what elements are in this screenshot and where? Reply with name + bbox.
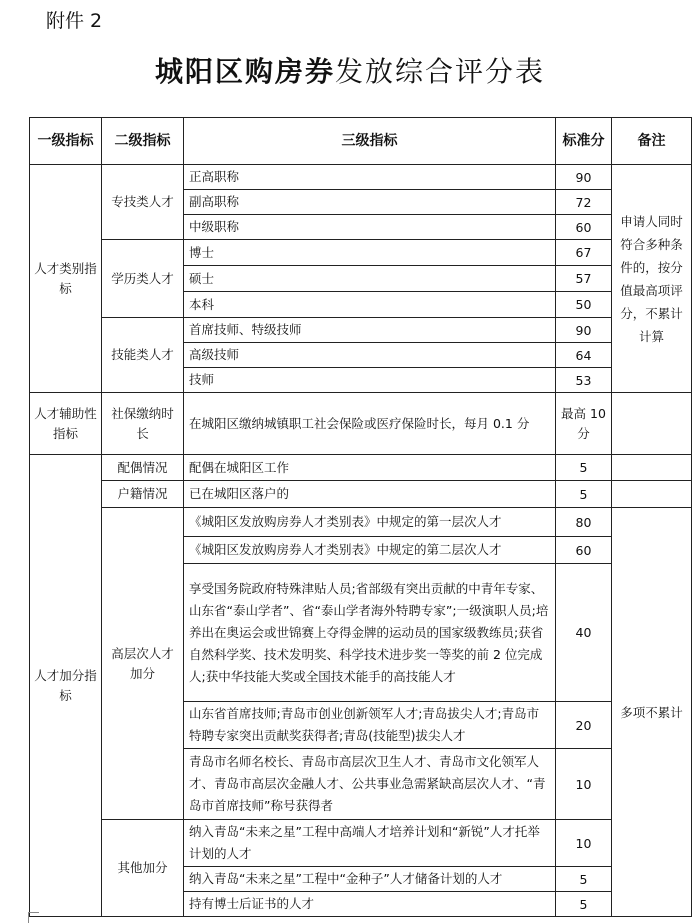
item-cell: 首席技师、特级技师 (184, 318, 556, 343)
item-cell: 持有博士后证书的人才 (184, 892, 556, 917)
item-cell: 纳入青岛“未来之星”工程中高端人才培养计划和“新锐”人才托举计划的人才 (184, 820, 556, 867)
score-cell: 5 (556, 867, 612, 892)
level2-professional: 专技类人才 (102, 165, 184, 240)
level2-education: 学历类人才 (102, 240, 184, 318)
item-cell: 博士 (184, 240, 556, 266)
score-cell: 5 (556, 455, 612, 481)
header-row (30, 118, 692, 165)
table-row (30, 455, 692, 481)
level2-social-insurance: 社保缴纳时长 (102, 393, 184, 455)
table-row (30, 481, 692, 508)
score-cell: 72 (556, 190, 612, 215)
item-cell: 在城阳区缴纳城镇职工社会保险或医疗保险时长，每月 0.1 分 (184, 393, 556, 455)
header-score: 标准分 (556, 118, 612, 165)
score-cell: 80 (556, 508, 612, 537)
level1-talent-type: 人才类别指标 (30, 165, 102, 393)
header-level3: 三级指标 (184, 118, 556, 165)
header-note: 备注 (612, 118, 692, 165)
item-cell: 高级技师 (184, 343, 556, 368)
page-corner-mark (28, 912, 39, 923)
item-cell: 配偶在城阳区工作 (184, 455, 556, 481)
score-cell: 57 (556, 266, 612, 292)
item-cell: 已在城阳区落户的 (184, 481, 556, 508)
header-level1: 一级指标 (30, 118, 102, 165)
score-cell: 90 (556, 318, 612, 343)
item-cell: 纳入青岛“未来之星”工程中“金种子”人才储备计划的人才 (184, 867, 556, 892)
score-cell: 10 (556, 820, 612, 867)
table-row (30, 508, 692, 537)
item-cell: 《城阳区发放购房券人才类别表》中规定的第一层次人才 (184, 508, 556, 537)
item-cell: 硕士 (184, 266, 556, 292)
page-title (0, 50, 700, 90)
item-cell: 《城阳区发放购房券人才类别表》中规定的第二层次人才 (184, 537, 556, 564)
note-talent-type: 申请人同时符合多种条件的，按分值最高项评分，不累计计算 (612, 165, 692, 393)
title-rest-part: 发放综合评分表 (335, 55, 546, 88)
item-cell: 青岛市名师名校长、青岛市高层次卫生人才、青岛市文化领军人才、青岛市高层次金融人才、公共事业急需紧缺高层次人才、“青岛市首席技师”称号获得者 (184, 749, 556, 820)
level2-spouse: 配偶情况 (102, 455, 184, 481)
title-bold-part: 城阳区购房券 (154, 55, 335, 88)
score-cell: 67 (556, 240, 612, 266)
item-cell: 副高职称 (184, 190, 556, 215)
level1-talent-bonus: 人才加分指标 (30, 455, 102, 917)
note-empty (612, 455, 692, 481)
score-cell: 60 (556, 215, 612, 240)
note-empty (612, 393, 692, 455)
level1-talent-aux: 人才辅助性指标 (30, 393, 102, 455)
score-cell: 20 (556, 702, 612, 749)
item-cell: 本科 (184, 292, 556, 318)
level2-other: 其他加分 (102, 820, 184, 917)
level2-skill: 技能类人才 (102, 318, 184, 393)
attachment-label: 附件 2 (46, 10, 103, 32)
level2-hukou: 户籍情况 (102, 481, 184, 508)
table-row (30, 165, 692, 190)
score-cell: 最高 10 分 (556, 393, 612, 455)
header-level2: 二级指标 (102, 118, 184, 165)
level2-high-level: 高层次人才加分 (102, 508, 184, 820)
item-cell: 技师 (184, 368, 556, 393)
scoring-table (29, 117, 692, 917)
score-cell: 10 (556, 749, 612, 820)
item-cell: 享受国务院政府特殊津贴人员;省部级有突出贡献的中青年专家、山东省“泰山学者”、省“泰山学者海外特聘专家”;一级演职人员;培养出在奥运会或世锦赛上夺得金牌的运动员的国家级教练员;获省自然科学奖、技术发明奖、科学技术进步奖一等奖的前 2 位完成人;获中华技能大奖或全国技术能手的高技能人才 (184, 564, 556, 702)
table-row (30, 393, 692, 455)
score-cell: 5 (556, 481, 612, 508)
table-row (30, 240, 692, 266)
table-row (30, 318, 692, 343)
score-cell: 50 (556, 292, 612, 318)
item-cell: 中级职称 (184, 215, 556, 240)
item-cell: 正高职称 (184, 165, 556, 190)
score-cell: 5 (556, 892, 612, 917)
item-cell: 山东省首席技师;青岛市创业创新领军人才;青岛拔尖人才;青岛市特聘专家突出贡献奖获得者;青岛(技能型)拔尖人才 (184, 702, 556, 749)
score-cell: 60 (556, 537, 612, 564)
score-cell: 53 (556, 368, 612, 393)
score-cell: 64 (556, 343, 612, 368)
score-cell: 40 (556, 564, 612, 702)
table-row (30, 820, 692, 867)
note-talent-bonus: 多项不累计 (612, 508, 692, 917)
note-empty (612, 481, 692, 508)
score-cell: 90 (556, 165, 612, 190)
